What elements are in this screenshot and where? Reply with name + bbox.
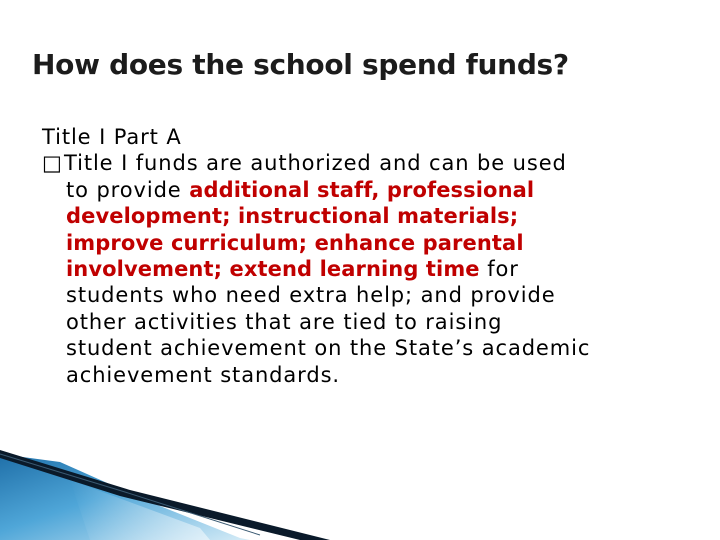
bullet-text: for [479,257,519,282]
bullet-text: student achievement on the State’s academic [66,336,591,361]
slide-title: How does the school spend funds? [32,48,569,81]
section-heading: Title I Part A [42,125,182,149]
highlighted-text: improve curriculum; enhance parental [66,230,524,255]
slide-body [42,124,702,388]
bullet-line-1 [42,150,702,176]
bullet-line-6 [42,256,702,282]
highlighted-text: involvement; extend learning time [66,257,480,282]
square-bullet-icon: □ [42,151,63,176]
bullet-text: achievement standards. [66,362,340,387]
highlighted-text: additional staff, professional [189,177,535,202]
bullet-text: students who need extra help; and provide [66,283,556,308]
bullet-text: to provide [66,177,190,202]
bullet-text: Title I funds are authorized and can be used [64,151,567,176]
bullet-line-2 [42,177,702,203]
bullet-text: other activities that are tied to raising [66,309,503,334]
highlighted-text: development; instructional materials; [66,204,519,229]
corner-decoration [0,440,330,540]
